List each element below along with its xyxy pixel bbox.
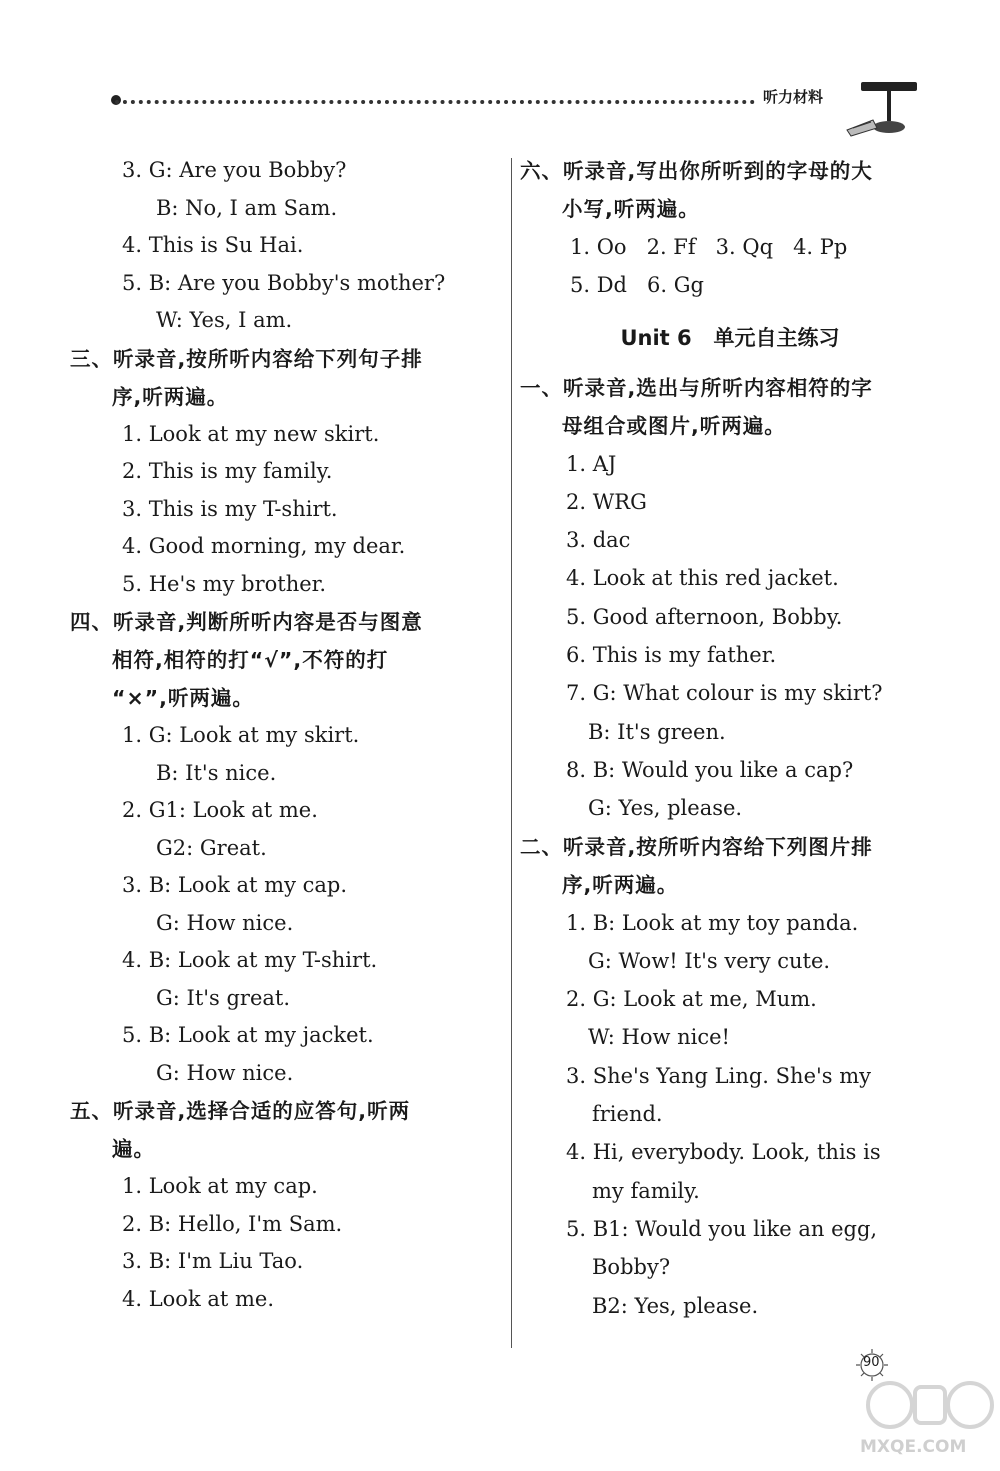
list-item: 5. Good afternoon, Bobby. [566,604,843,629]
section-5-list [70,1168,500,1318]
list-item: 3. dac [566,528,631,553]
dialogue-reply: G: How nice. [156,1060,294,1085]
list-item: 3. G: Are you Bobby? [122,158,347,182]
list-item: 5. B: Look at my jacket. [122,1023,374,1047]
section-4-heading-line3: “×”,听两遍。 [112,686,254,710]
header-label: 听力材料 [763,88,824,106]
section-3-heading-line2: 序,听两遍。 [112,384,229,409]
list-item-continuation: B2: Yes, please. [592,1293,759,1318]
list-item: 5. B1: Would you like an egg, [566,1216,878,1241]
unit-section-1-heading-line2: 母组合或图片,听两遍。 [562,413,786,438]
section-5-heading [70,1092,500,1168]
column-divider [511,158,512,1348]
site-watermark [860,1375,1000,1465]
page-header [115,80,945,140]
watermark-text: MXQE.COM [860,1437,967,1457]
dialogue-group-top [70,152,500,340]
list-item: 7. G: What colour is my skirt? [566,681,883,706]
header-dotted-rule [115,100,755,104]
list-item: 2. B: Hello, I'm Sam. [122,1211,343,1236]
list-item: 4. This is Su Hai. [122,233,304,257]
list-item: 5. B: Are you Bobby's mother? [122,270,446,295]
dialogue-reply: B: No, I am Sam. [156,195,338,220]
list-item: 8. B: Would you like a cap? [566,757,854,782]
section-4-heading-line2: 相符,相符的打“√”,不符的打 [112,648,389,672]
section-6-row-1: 1. Oo 2. Ff 3. Qq 4. Pp [570,235,848,259]
list-item-continuation: Bobby? [592,1255,671,1280]
desk-lamp-icon [843,80,935,138]
list-item: 4. B: Look at my T-shirt. [122,948,378,972]
list-item: 3. B: I'm Liu Tao. [122,1249,304,1273]
unit-title: Unit 6 单元自主练习 [620,325,840,350]
list-item: 1. B: Look at my toy panda. [566,910,859,935]
dialogue-reply: W: Yes, I am. [156,308,293,332]
list-item-continuation: friend. [592,1102,663,1127]
section-6-heading-line1: 六、听录音,写出你所听到的字母的大 [520,159,873,183]
list-item: 4. Hi, everybody. Look, this is [566,1140,881,1165]
list-item: 2. WRG [566,489,647,514]
right-column [520,152,940,1325]
list-item: 4. Look at this red jacket. [566,566,839,591]
unit-section-1-heading [520,369,940,445]
left-column [70,152,500,1318]
unit-section-2-heading [520,828,940,904]
section-6-row-2: 5. Dd 6. Gg [570,273,704,298]
section-4-heading [70,603,500,717]
dialogue-reply: B: It's nice. [156,760,277,785]
dialogue-reply: G: Yes, please. [588,796,743,821]
unit-section-2-list [520,904,940,1325]
list-item: 3. She's Yang Ling. She's my [566,1063,871,1088]
list-item: 4. Good morning, my dear. [122,534,406,558]
unit-section-1-list [520,445,940,828]
section-5-heading-line2: 遍。 [112,1137,155,1161]
list-item: 2. G: Look at me, Mum. [566,987,817,1012]
section-6-heading [520,152,940,228]
section-3-heading [70,340,500,416]
section-4-list [70,717,500,1092]
page-number: 90 [863,1355,880,1370]
section-6-heading-line2: 小写,听两遍。 [562,197,700,221]
unit-section-2-heading-line2: 序,听两遍。 [562,872,679,897]
dialogue-reply: G: It's great. [156,985,291,1010]
dialogue-reply: W: How nice! [588,1025,730,1050]
list-item: 1. Look at my new skirt. [122,421,380,446]
section-4-heading-line1: 四、听录音,判断所听内容是否与图意 [70,610,423,634]
dialogue-reply: G: How nice. [156,910,294,935]
unit-section-1-heading-line1: 一、听录音,选出与所听内容相符的字 [520,375,873,400]
list-item-continuation: my family. [592,1178,700,1203]
section-5-heading-line1: 五、听录音,选择合适的应答句,听两 [70,1099,411,1123]
list-item: 1. Look at my cap. [122,1174,318,1198]
list-item: 5. He's my brother. [122,571,327,596]
list-item: 1. AJ [566,451,617,476]
section-3-list [70,416,500,604]
dialogue-reply: G2: Great. [156,835,267,860]
list-item: 6. This is my father. [566,643,777,668]
dialogue-reply: B: It's green. [588,719,726,744]
dialogue-reply: G: Wow! It's very cute. [588,948,831,973]
section-3-heading-line1: 三、听录音,按所听内容给下列句子排 [70,346,423,371]
list-item: 2. This is my family. [122,459,333,483]
list-item: 4. Look at me. [122,1286,274,1311]
list-item: 2. G1: Look at me. [122,798,318,822]
list-item: 1. G: Look at my skirt. [122,723,360,747]
list-item: 3. B: Look at my cap. [122,873,348,897]
list-item: 3. This is my T-shirt. [122,496,338,521]
unit-section-2-heading-line1: 二、听录音,按所听内容给下列图片排 [520,834,873,859]
watermark-logo-icon [860,1375,1000,1435]
